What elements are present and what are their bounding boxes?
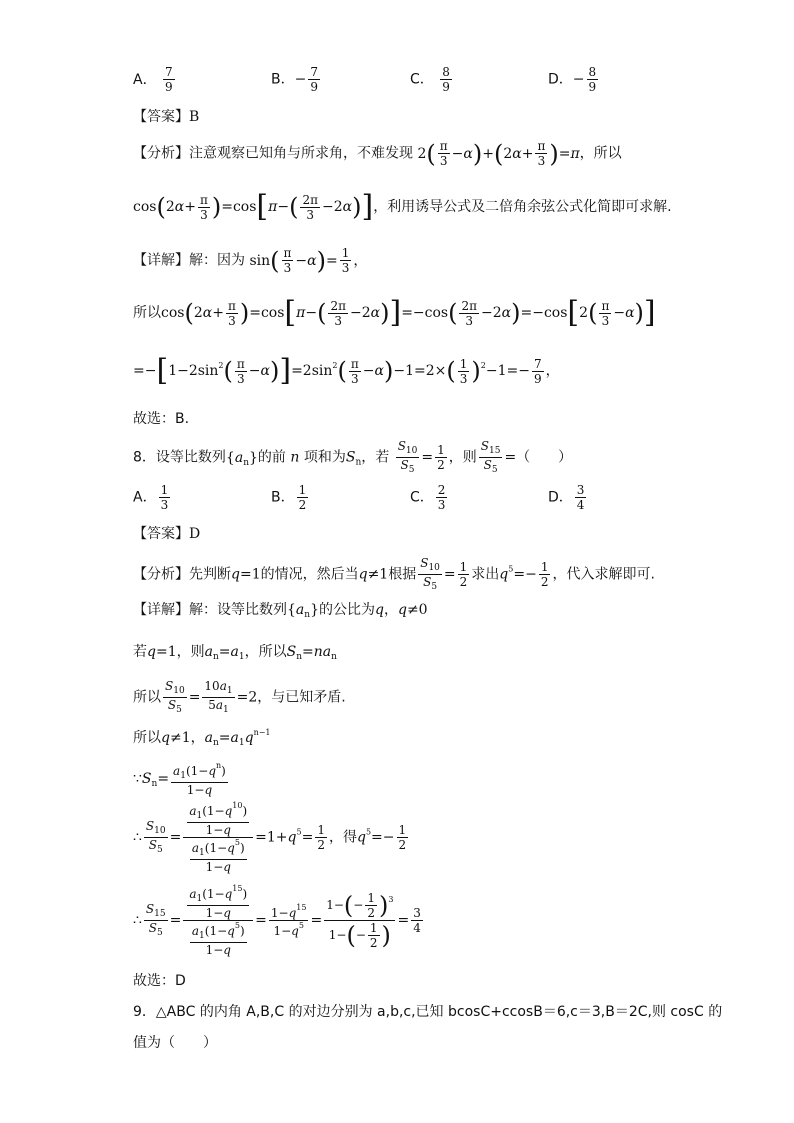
q7-option-a-fraction: $\frac{7}{9}$: [165, 65, 173, 94]
q9-stem-line1: 9．△ABC 的内角 A,B,C 的对边分别为 a,b,c,已知 bcosC+ccosB＝6,c＝3,B＝2C,则 cosC 的: [133, 1004, 723, 1020]
q8-answer: 【答案】D: [133, 526, 201, 542]
q8-conclusion: 故选：D: [133, 973, 186, 989]
q7-option-c[interactable]: C． $\frac{8}{9}$: [410, 65, 450, 94]
q8-analysis: 【分析】先判断q=1的情况，然后当q≠1根据 $\frac{S_{10}}{S_5}$ = $\frac{1}{2}$ 求出$q^5=-$ $\frac{1}{2}$ ，代入求解即可.: [133, 556, 655, 592]
q8-stem: 8．设等比数列$\{a_n\}$的前 n 项和为$S_n$，若 $\frac{S_{10}}{S_5}$ = $\frac{1}{2}$ ，则 $\frac{S_{15}}{S_5}$ =（ ）: [133, 439, 573, 475]
formula-cos-derivation-2: $=-[1-2\sin^2$( $\frac{\pi}{3}$ $-\alpha)]=2\sin^2$( $\frac{\pi}{3}$ −α)−1=2×( $\frac{1}{3}$ )$^2$−1=− $\frac{7}{9}$ ，: [133, 353, 560, 388]
analysis-tag: 【分析】: [133, 145, 189, 162]
q7-options-row: [133, 66, 177, 93]
answer-value: B: [189, 109, 200, 125]
q8-detail-line4: 所以q≠1，$a_n=a_1q^{n-1}$: [133, 728, 271, 748]
q7-analysis-line2: cos(2α+ $\frac{\pi}{3}$ )=cos[π−( $\frac{2\pi}{3}$ −2α)]，利用诱导公式及二倍角余弦公式化简即可求解.: [133, 189, 672, 224]
formula-given-sin: sin( $\frac{\pi}{3}$ −α)= $\frac{1}{3}$ ，: [249, 246, 368, 275]
q7-detail-line1: 【详解】解：因为 sin( $\frac{\pi}{3}$ −α)= $\frac{1}{3}$ ，: [133, 246, 368, 275]
q8-option-d[interactable]: D． $\frac{3}{4}$: [548, 483, 585, 512]
q8-detail-line5: $\because S_n=$ $\frac{a_1(1-q^n)}{1-q}$: [133, 761, 226, 797]
q8-detail-line2: 若q=1，则$a_n=a_1$，所以$S_n=na_n$: [133, 644, 337, 662]
q7-option-d[interactable]: D．− $\frac{8}{9}$: [548, 65, 597, 94]
q7-option-a[interactable]: A． $\frac{7}{9}$: [133, 65, 173, 94]
q7-detail-line3: [133, 353, 560, 388]
formula-cos-identity: cos(2α+ $\frac{\pi}{3}$ )=cos[π−( $\frac{2\pi}{3}$ −2α)]: [133, 189, 374, 224]
q7-conclusion: 故选：B.: [133, 411, 190, 427]
q7-analysis-line1: 【分析】注意观察已知角与所求角，不难发现 2( $\frac{\pi}{3}$ −α)+(2α+ $\frac{\pi}{3}$ )=π，所以: [133, 139, 622, 168]
q8-option-a[interactable]: A． $\frac{1}{3}$: [133, 483, 169, 512]
q7-detail-line2: 所以cos(2α+ $\frac{\pi}{3}$ )=cos[π−( $\frac{2\pi}{3}$ −2α)]=−cos( $\frac{2\pi}{3}$ −2α)=−cos[2( $\frac{\pi}{3}$ −α)]: [133, 295, 656, 330]
q8-detail-line6: ∴ $\frac{S_{10}}{S_5}$ = $\frac{\frac{a_1(1-q^{10})}{1-q}}{\frac{a_1(1-q^5)}{1-q}}$ $=1+q^5=$ $\frac{1}{2}$ ，得$q^5=-$ $\frac{1}{2}$: [133, 801, 407, 874]
q8-detail-line3: 所以 $\frac{S_{10}}{S_5}$ = $\frac{10a_1}{5a_1}$ =2，与已知矛盾.: [133, 679, 346, 715]
q7-option-b[interactable]: B．− $\frac{7}{9}$: [271, 65, 318, 94]
q7-answer: [133, 110, 199, 124]
q8-option-c[interactable]: C． $\frac{2}{3}$: [410, 483, 446, 512]
q9-stem-line2: 值为（ ）: [133, 1035, 217, 1051]
formula-cos-derivation-1: cos(2α+ $\frac{\pi}{3}$ )=cos[π−( $\frac{2\pi}{3}$ −2α)]=−cos( $\frac{2\pi}{3}$ −2α)=−cos[2( $\frac{\pi}{3}$ −α)]: [161, 295, 656, 330]
detail-tag: 【详解】: [133, 252, 189, 269]
q8-detail-line7: ∴ $\frac{S_{15}}{S_5}$ = $\frac{\frac{a_1(1-q^{15})}{1-q}}{\frac{a_1(1-q^5)}{1-q}}$ = $\frac{1-q^{15}}{1-q^5}$ = 1−(− $\frac{1}{2}$ )$^3$ 1−(− $\frac{1}{2}$ ) = $\frac{3}{4}$: [133, 884, 421, 957]
formula-angle-sum: 2( $\frac{\pi}{3}$ −α)+(2α+ $\frac{\pi}{3}$ )=π: [417, 139, 580, 168]
answer-tag: 【答案】: [133, 109, 189, 125]
q8-detail-line1: 【详解】解：设等比数列$\{a_n\}$的公比为q，q≠0: [133, 602, 428, 620]
q8-option-b[interactable]: B． $\frac{1}{2}$: [271, 483, 307, 512]
